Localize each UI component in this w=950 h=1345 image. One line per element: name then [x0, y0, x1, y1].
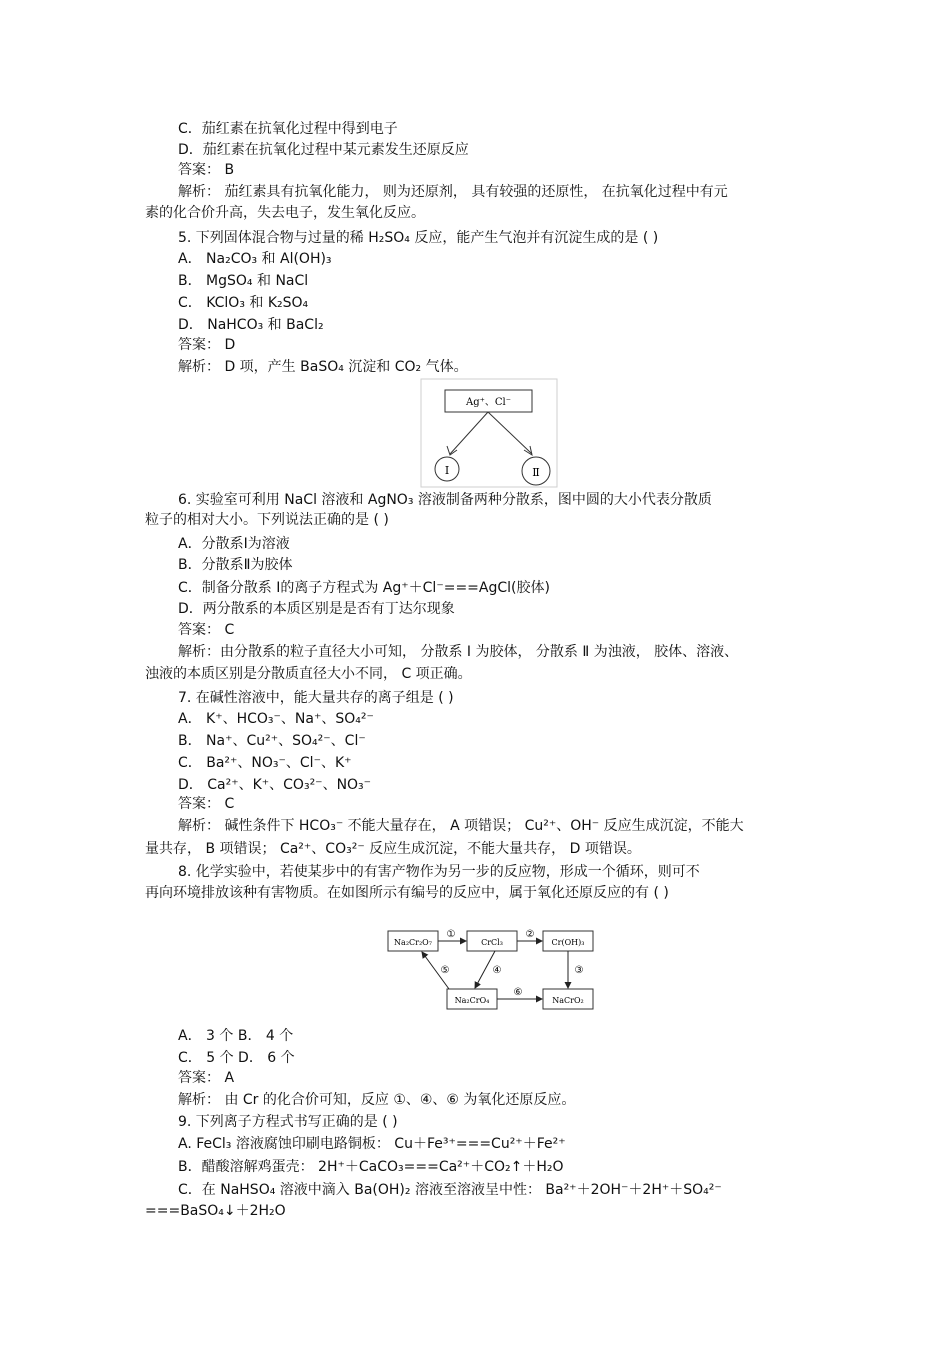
- option-9b: B．醋酸溶解鸡蛋壳： 2H⁺＋CaCO₃===Ca²⁺＋CO₂↑＋H₂O: [178, 1159, 564, 1175]
- option-9a: A. FeCl₃ 溶液腐蚀印刷电路铜板： Cu＋Fe³⁺===Cu²⁺＋Fe²⁺: [178, 1136, 566, 1152]
- analysis-5: 解析： D 项，产生 BaSO₄ 沉淀和 CO₂ 气体。: [178, 359, 468, 375]
- option-6a: A．分散系Ⅰ为溶液: [178, 536, 290, 552]
- na2cr2o7-label: Na₂Cr₂O₇: [394, 938, 432, 947]
- reaction-3-label: ③: [574, 965, 584, 976]
- option-4d: D．茄红素在抗氧化过程中某元素发生还原反应: [178, 142, 469, 158]
- question-6-line2: 粒子的相对大小。下列说法正确的是 ( ): [145, 512, 389, 528]
- question-6-line1: 6. 实验室可利用 NaCl 溶液和 AgNO₃ 溶液制备两种分散系，图中圆的大小代表分散质: [178, 492, 712, 508]
- option-5b: B． MgSO₄ 和 NaCl: [178, 273, 309, 289]
- option-8ab: A． 3 个 B． 4 个: [178, 1028, 294, 1044]
- option-9c-line2: ===BaSO₄↓＋2H₂O: [145, 1203, 286, 1219]
- option-5c: C． KClO₃ 和 K₂SO₄: [178, 295, 309, 311]
- arrow-to-ii: [488, 412, 532, 454]
- analysis-6-line1: 解析：由分散系的粒子直径大小可知， 分散系 Ⅰ 为胶体， 分散系 Ⅱ 为浊液， 胶体、溶液、: [178, 644, 739, 660]
- reaction-6-label: ⑥: [513, 987, 523, 998]
- crcl3-label: CrCl₃: [481, 938, 503, 947]
- reaction-5-label: ⑤: [440, 965, 450, 976]
- answer-4: 答案： B: [178, 162, 235, 178]
- reaction-4-label: ④: [492, 965, 502, 976]
- analysis-7-line2: 量共存， B 项错误； Ca²⁺、CO₃²⁻ 反应生成沉淀，不能大量共存， D 项错误。: [145, 841, 641, 857]
- answer-7: 答案： C: [178, 796, 235, 812]
- arrow-to-i: [450, 412, 488, 454]
- na2cro4-label: Na₂CrO₄: [454, 996, 490, 1005]
- option-7a: A． K⁺、HCO₃⁻、Na⁺、SO₄²⁻: [178, 711, 374, 727]
- option-8cd: C． 5 个 D． 6 个: [178, 1050, 295, 1066]
- option-9c-line1: C．在 NaHSO₄ 溶液中滴入 Ba(OH)₂ 溶液至溶液呈中性： Ba²⁺＋2OH⁻＋2H⁺＋SO₄²⁻: [178, 1182, 722, 1198]
- answer-8: 答案： A: [178, 1070, 235, 1086]
- option-7d: D． Ca²⁺、K⁺、CO₃²⁻、NO₃⁻: [178, 777, 372, 793]
- question-8-line1: 8. 化学实验中，若使某步中的有害产物作为另一步的反应物，形成一个循环，则可不: [178, 864, 700, 880]
- question-8-line2: 再向环境排放该种有害物质。在如图所示有编号的反应中，属于氧化还原反应的有 ( ): [145, 885, 669, 901]
- option-5a: A． Na₂CO₃ 和 Al(OH)₃: [178, 251, 332, 267]
- reaction-1-label: ①: [446, 929, 456, 940]
- answer-6: 答案： C: [178, 622, 235, 638]
- ions-label: Ag⁺、Cl⁻: [465, 397, 512, 408]
- option-4c: C．茄红素在抗氧化过程中得到电子: [178, 121, 398, 137]
- analysis-7-line1: 解析： 碱性条件下 HCO₃⁻ 不能大量存在， A 项错误； Cu²⁺、OH⁻ 反应生成沉淀，不能大: [178, 818, 744, 834]
- reaction-2-label: ②: [525, 929, 535, 940]
- analysis-4-line1: 解析： 茄红素具有抗氧化能力， 则为还原剂， 具有较强的还原性， 在抗氧化过程中有元: [178, 184, 728, 200]
- option-5d: D． NaHCO₃ 和 BaCl₂: [178, 317, 324, 333]
- option-6c: C．制备分散系 Ⅰ的离子方程式为 Ag⁺＋Cl⁻===AgCl(胶体): [178, 580, 550, 596]
- question-7: 7. 在碱性溶液中，能大量共存的离子组是 ( ): [178, 690, 454, 706]
- analysis-4-line2: 素的化合价升高，失去电子，发生氧化反应。: [145, 205, 425, 221]
- option-7c: C． Ba²⁺、NO₃⁻、Cl⁻、K⁺: [178, 755, 352, 771]
- dispersion-i-label: Ⅰ: [444, 464, 450, 477]
- croh3-label: Cr(OH)₃: [551, 938, 585, 947]
- question-5: 5. 下列固体混合物与过量的稀 H₂SO₄ 反应，能产生气泡并有沉淀生成的是 ( ): [178, 230, 659, 246]
- nacro2-label: NaCrO₂: [552, 996, 584, 1005]
- option-7b: B． Na⁺、Cu²⁺、SO₄²⁻、Cl⁻: [178, 733, 366, 749]
- dispersion-diagram: [420, 378, 560, 490]
- dispersion-ii-label: Ⅱ: [532, 466, 540, 479]
- analysis-8: 解析： 由 Cr 的化合价可知，反应 ①、④、⑥ 为氧化还原反应。: [178, 1092, 576, 1108]
- option-6d: D．两分散系的本质区别是是否有丁达尔现象: [178, 601, 455, 617]
- answer-5: 答案： D: [178, 337, 236, 353]
- option-6b: B．分散系Ⅱ为胶体: [178, 557, 293, 573]
- analysis-6-line2: 浊液的本质区别是分散质直径大小不同， C 项正确。: [145, 666, 472, 682]
- question-9: 9. 下列离子方程式书写正确的是 ( ): [178, 1114, 398, 1130]
- chromium-cycle-diagram: [385, 925, 597, 1017]
